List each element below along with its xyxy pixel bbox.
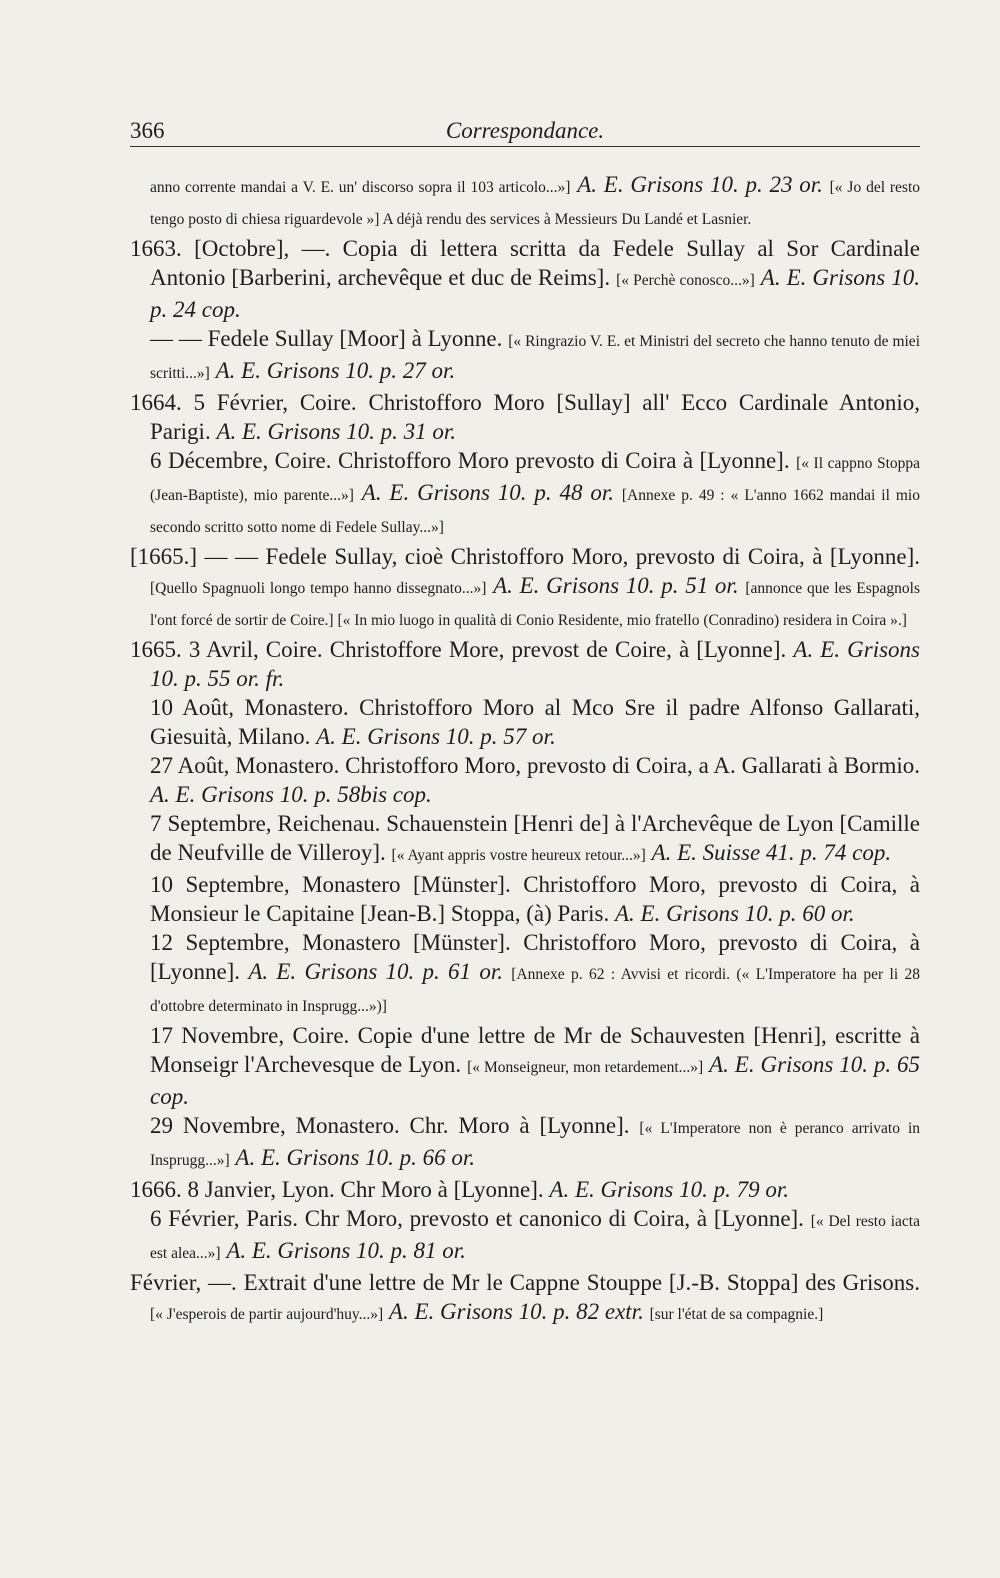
entry-reference: A. E. Grisons 10. p. 57 or. [316, 724, 556, 749]
entry-text: 1665. 3 Avril, Coire. Christoffore More, prevost de Coire, à [Lyonne]. [130, 637, 787, 662]
entry-text: 1666. 8 Janvier, Lyon. Chr Moro à [Lyonne]. [130, 1177, 544, 1202]
entry-reference: A. E. Grisons 10. p. 66 or. [235, 1145, 476, 1170]
entry-text: 6 Décembre, Coire. Christofforo Moro prevosto di Coira à [Lyonne]. [150, 448, 790, 473]
entry-text: 10 Août, Monastero. Christofforo Moro al Mco Sre il padre Alfonso Gallarati, Giesuità, Milano. [150, 695, 920, 749]
entry-incipit: [« Il cappno Stoppa (Jean-Baptiste), mio parente...»] [150, 455, 921, 504]
entry-incipit: [« Del resto iacta est alea...»] [150, 1213, 920, 1262]
entry-reference: A. E. Suisse 41. p. 74 cop. [651, 840, 892, 865]
list-item [130, 542, 920, 635]
entry-text: 27 Août, Monastero. Christofforo Moro, prevosto di Coira, a A. Gallarati à Bormio. [150, 753, 920, 778]
page-number: 366 [130, 118, 165, 143]
list-item [130, 928, 920, 1021]
list-item [130, 1268, 920, 1329]
list-item [130, 1175, 920, 1204]
list-item [130, 693, 920, 751]
entry-text: 1663. [Octobre], —. Copia di lettera scritta da Fedele Sullay al Sor Cardinale Antonio [Barberini, archevêque et duc de Reims]. [130, 236, 920, 290]
entry-note: [« Jo del resto tengo posto di chiesa riguardevole »] A déjà rendu des services à Messieurs Du Landé et Lasnier. [150, 179, 921, 228]
list-item [130, 1204, 920, 1268]
list-item [130, 324, 920, 388]
entry-incipit: [« Ayant appris vostre heureux retour...»] [391, 847, 646, 864]
entry-text: 6 Février, Paris. Chr Moro, prevosto et canonico di Coira, à [Lyonne]. [150, 1206, 804, 1231]
entry-text: 1664. 5 Février, Coire. Christofforo Moro [Sullay] all' Ecco Cardinale Antonio, Parigi. [130, 390, 920, 444]
entry-incipit: [Quello Spagnuoli longo tempo hanno dissegnato...»] [150, 580, 487, 597]
entry-text: 12 Septembre, Monastero [Münster]. Christofforo Moro, prevosto di Coira, à [Lyonne]. [150, 930, 920, 984]
list-item [130, 446, 920, 542]
entry-text: 10 Septembre, Monastero [Münster]. Christofforo Moro, prevosto di Coira, à Monsieur le Capitaine [Jean-B.] Stoppa, (à) Paris. [150, 872, 920, 926]
entry-note: [annonce que les Espagnols l'ont forcé de sortir de Coire.] [« In mio luogo in qualità di Conio Residente, mio fratello (Conradino) residera in Coira ».] [150, 580, 920, 629]
entry-reference: A. E. Grisons 10. p. 55 or. fr. [150, 637, 920, 691]
entry-reference: A. E. Grisons 10. p. 24 cop. [150, 265, 921, 322]
entry-text: Février, —. Extrait d'une lettre de Mr le Cappne Stouppe [J.-B. Stoppa] des Grisons. [130, 1270, 920, 1295]
entry-reference: A. E. Grisons 10. p. 81 or. [226, 1238, 466, 1263]
entry-reference: A. E. Grisons 10. p. 23 or. [577, 172, 823, 197]
entry-reference: A. E. Grisons 10. p. 48 or. [361, 480, 615, 505]
entry-reference: A. E. Grisons 10. p. 79 or. [549, 1177, 790, 1202]
entries-list [130, 170, 920, 1329]
list-item [130, 388, 920, 446]
entry-reference: A. E. Grisons 10. p. 65 cop. [150, 1052, 921, 1109]
entry-note: [Annexe p. 49 : « L'anno 1662 mandai il mio secondo scritto sotto nome di Fedele Sullay...»] [150, 487, 920, 536]
list-item [130, 751, 920, 809]
list-item [130, 234, 920, 324]
list-item [130, 170, 920, 234]
list-item [130, 635, 920, 693]
entry-incipit: [« Ringrazio V. E. et Ministri del secreto che hanno tenuto de miei scritti...»] [150, 333, 920, 382]
entry-incipit: [« Perchè conosco...»] [616, 272, 755, 289]
entry-text: [1665.] — — Fedele Sullay, cioè Christofforo Moro, prevosto di Coira, à [Lyonne]. [130, 544, 920, 569]
entry-reference: A. E. Grisons 10. p. 61 or. [248, 959, 503, 984]
entry-incipit: anno corrente mandai a V. E. un' discorso sopra il 103 articolo...»] [150, 179, 571, 196]
list-item [130, 1021, 920, 1111]
page-header [130, 112, 920, 146]
entry-reference: A. E. Grisons 10. p. 60 or. [615, 901, 855, 926]
list-item [130, 809, 920, 870]
entry-text: 17 Novembre, Coire. Copie d'une lettre de Mr de Schauvesten [Henri], escritte à Monseigr l'Archevesque de Lyon. [150, 1023, 920, 1077]
entry-reference: A. E. Grisons 10. p. 27 or. [215, 358, 456, 383]
entry-text: 29 Novembre, Monastero. Chr. Moro à [Lyonne]. [150, 1113, 630, 1138]
entry-reference: A. E. Grisons 10. p. 58bis cop. [150, 782, 432, 807]
entry-reference: A. E. Grisons 10. p. 82 extr. [388, 1299, 644, 1324]
entry-incipit: [« J'esperois de partir aujourd'huy...»] [150, 1306, 384, 1323]
entry-note: [sur l'état de sa compagnie.] [649, 1306, 824, 1323]
entry-text: 7 Septembre, Reichenau. Schauenstein [Henri de] à l'Archevêque de Lyon [Camille de Neufville de Villeroy]. [150, 811, 920, 865]
entry-reference: A. E. Grisons 10. p. 51 or. [493, 573, 739, 598]
list-item [130, 1111, 920, 1175]
header-rule [130, 146, 920, 147]
running-title: Correspondance. [445, 118, 605, 143]
list-item [130, 870, 920, 928]
entry-note: [Annexe p. 62 : Avvisi et ricordi. (« L'Imperatore ha per li 28 d'ottobre determinato in Insprugg...»)] [150, 966, 921, 1015]
entry-text: — — Fedele Sullay [Moor] à Lyonne. [150, 326, 503, 351]
entry-incipit: [« Monseigneur, mon retardement...»] [467, 1059, 704, 1076]
entry-reference: A. E. Grisons 10. p. 31 or. [216, 419, 457, 444]
entry-incipit: [« L'Imperatore non è peranco arrivato in Insprugg...»] [150, 1120, 920, 1169]
